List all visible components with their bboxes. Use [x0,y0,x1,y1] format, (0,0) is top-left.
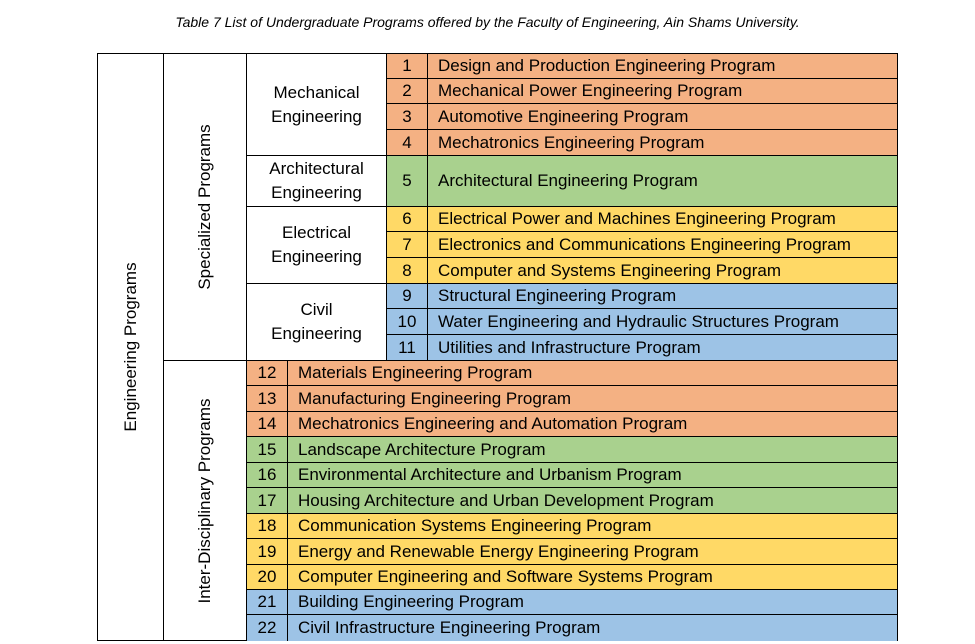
program-row [247,463,897,488]
program-row [387,258,897,284]
specialized-programs-label: Specialized Programs [195,124,214,290]
program-name: Structural Engineering Program [438,286,677,305]
program-name: Computer Engineering and Software Systems Program [298,567,713,586]
program-number: 19 [247,539,288,564]
dept-mechanical [247,54,387,156]
program-name: Computer and Systems Engineering Program [438,260,781,280]
dept-electrical [247,207,387,284]
program-number: 18 [247,514,288,538]
program-number: 8 [387,258,428,283]
program-number: 2 [387,79,428,103]
engineering-programs-label: Engineering Programs [120,262,140,432]
program-name: Design and Production Engineering Program [438,56,776,75]
program-row [387,156,897,207]
program-row [387,232,897,258]
program-number: 6 [387,207,428,231]
table-caption: Table 7 List of Undergraduate Programs offered by the Faculty of Engineering, Ain Shams University. [175,14,800,30]
program-row [387,207,897,232]
programs-table [97,53,898,641]
program-number: 3 [387,104,428,129]
program-row [387,54,897,79]
program-name: Automotive Engineering Program [438,106,689,126]
interdisciplinary-programs-label: Inter-Disciplinary Programs [195,398,214,603]
program-number: 15 [247,437,288,462]
program-name: Building Engineering Program [298,592,524,611]
program-row [247,412,897,437]
program-row [387,104,897,130]
program-number: 14 [247,412,288,436]
interdisciplinary-programs-cell [164,360,247,640]
dept-label: Civil Engineering [271,300,362,343]
program-name: Materials Engineering Program [298,363,533,382]
program-name: Housing Architecture and Urban Development Program [298,490,714,510]
interdisciplinary-rows [247,360,897,640]
program-name: Energy and Renewable Energy Engineering Program [298,541,699,561]
program-name: Utilities and Infrastructure Program [438,337,701,357]
program-row [247,539,897,565]
program-number: 17 [247,488,288,513]
program-name: Mechanical Power Engineering Program [438,81,743,100]
program-name: Mechatronics Engineering and Automation Program [298,414,688,433]
program-name: Electrical Power and Machines Engineering Program [438,209,836,228]
dept-label: Mechanical Engineering [271,82,362,126]
program-name: Landscape Architecture Program [298,439,546,459]
program-number: 1 [387,54,428,78]
specialized-programs-cell [164,54,247,360]
program-row [247,488,897,514]
program-number: 20 [247,565,288,589]
dept-label: Electrical Engineering [271,223,362,266]
program-name: Water Engineering and Hydraulic Structures Program [438,311,839,331]
program-row [247,565,897,590]
program-row [387,130,897,156]
program-name: Civil Infrastructure Engineering Program [298,618,601,637]
program-number: 16 [247,463,288,487]
program-name: Architectural Engineering Program [438,171,698,190]
program-row [387,309,897,335]
program-name: Manufacturing Engineering Program [298,388,572,408]
program-number: 13 [247,386,288,411]
dept-label: Architectural Engineering [269,159,364,202]
program-row [387,335,897,360]
program-row [247,361,897,386]
program-number: 4 [387,130,428,155]
program-row [387,284,897,309]
specialized-rows [387,54,897,360]
program-name: Communication Systems Engineering Program [298,516,652,535]
dept-civil [247,284,387,360]
program-name: Electronics and Communications Engineering Program [438,234,851,254]
program-row [247,590,897,615]
program-number: 11 [387,335,428,360]
program-number: 9 [387,284,428,308]
program-row [247,514,897,539]
program-number: 7 [387,232,428,257]
program-row [247,437,897,463]
program-number: 22 [247,615,288,641]
dept-architectural [247,156,387,207]
program-name: Mechatronics Engineering Program [438,132,705,152]
engineering-programs-cell [98,54,164,640]
program-number: 10 [387,309,428,334]
program-row [387,79,897,104]
program-number: 5 [387,156,428,206]
program-number: 12 [247,361,288,385]
program-name: Environmental Architecture and Urbanism Program [298,465,682,484]
program-number: 21 [247,590,288,614]
program-row [247,386,897,412]
program-row [247,615,897,641]
